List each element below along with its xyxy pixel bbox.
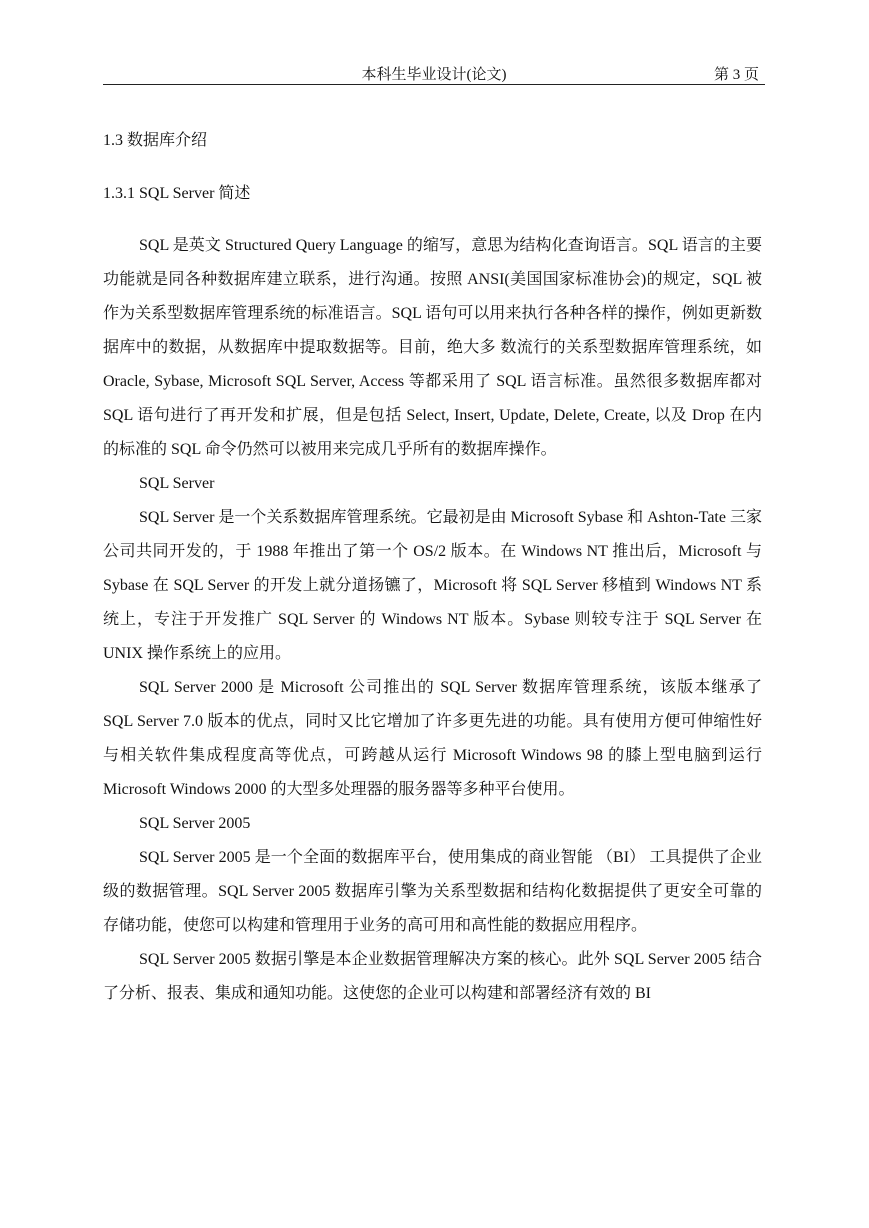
subsection-heading: 1.3.1 SQL Server 简述 [103,185,251,202]
paragraph-sql-server-history: SQL Server 是一个关系数据库管理系统。它最初是由 Microsoft Sybase 和 Ashton-Tate 三家公司共同开发的，于 1988 年推出了第一个 OS/2 版本。在 Windows NT 推出后，Microsoft 与 Sybase 在 SQL Server 的开发上就分道扬镳了，Microsoft 将 SQL Server 移植到 Windows NT 系统上，专注于开发推广 SQL Server 的 Windows NT 版本。Sybase 则较专注于 SQL Server 在 UNIX 操作系统上的应用。 [103,509,762,662]
paragraph-sql-server-2000: SQL Server 2000 是 Microsoft 公司推出的 SQL Server 数据库管理系统，该版本继承了 SQL Server 7.0 版本的优点，同时又比它增加了许多更先进的功能。具有使用方便可伸缩性好与相关软件集成程度高等优点，可跨越从运行 Microsoft Windows 98 的膝上型电脑到运行 Microsoft Windows 2000 的大型多处理器的服务器等多种平台使用。 [103,679,762,798]
paragraph-sql-server-2005-label: SQL Server 2005 [139,815,251,832]
page-header [103,60,765,85]
header-title: 本科生毕业设计(论文) [361,67,507,83]
section-heading: 1.3 数据库介绍 [103,132,208,149]
header-page-number: 第 3 页 [713,67,759,83]
body-text [103,229,762,1011]
paragraph-sql-server-label: SQL Server [139,475,215,492]
paragraph-sql-intro: SQL 是英文 Structured Query Language 的缩写，意思为结构化查询语言。SQL 语言的主要功能就是同各种数据库建立联系，进行沟通。按照 ANSI(美国国家标准协会)的规定，SQL 被作为关系型数据库管理系统的标准语言。SQL 语句可以用来执行各种各样的操作，例如更新数据库中的数据，从数据库中提取数据等。目前，绝大多 数流行的关系型数据库管理系统，如 Oracle, Sybase, Microsoft SQL Server, Access 等都采用了 SQL 语言标准。虽然很多数据库都对 SQL 语句进行了再开发和扩展，但是包括 Select, Insert, Update, Delete, Create, 以及 Drop 在内的标准的 SQL 命令仍然可以被用来完成几乎所有的数据库操作。 [103,237,762,458]
paragraph-sql-server-2005-engine: SQL Server 2005 数据引擎是本企业数据管理解决方案的核心。此外 SQL Server 2005 结合了分析、报表、集成和通知功能。这使您的企业可以构建和部署经济有效的 BI [103,951,762,1002]
paragraph-sql-server-2005: SQL Server 2005 是一个全面的数据库平台，使用集成的商业智能 （BI） 工具提供了企业级的数据管理。SQL Server 2005 数据库引擎为关系型数据和结构化数据提供了更安全可靠的存储功能，使您可以构建和管理用于业务的高可用和高性能的数据应用程序。 [103,849,762,934]
